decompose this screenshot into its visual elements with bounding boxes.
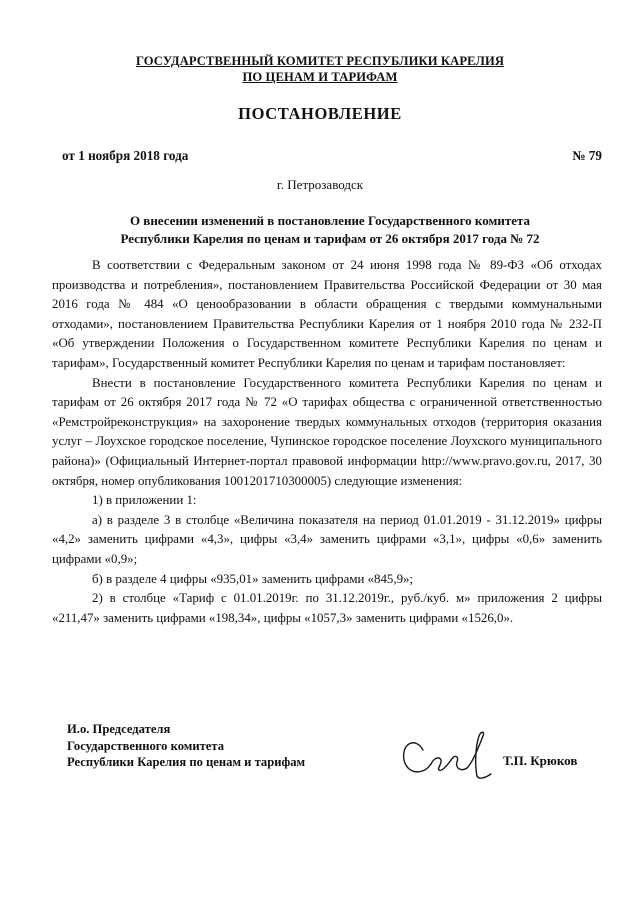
signatory-line-2: Государственного комитета <box>67 738 225 753</box>
document-type-title: ПОСТАНОВЛЕНИЕ <box>238 104 402 123</box>
document-subject <box>100 212 560 248</box>
authority-line-1: ГОСУДАРСТВЕННЫЙ КОМИТЕТ РЕСПУБЛИКИ КАРЕЛИЯ <box>135 54 505 68</box>
signatory-title <box>67 721 305 771</box>
handwritten-signature <box>395 722 495 786</box>
body-paragraph-preamble: В соответствии с Федеральным законом от 24 июня 1998 года № 89-ФЗ «Об отходах производства и потребления», постановлением Правительства Российской Федерации от 30 мая 2016 года № 484 «О ценообразовании в области обращения с твердыми коммунальными отходами», постановлением Правительства Республики Карелия от 1 ноября 2010 года № 232-П «Об утверждении Положения о Государственном комитете Республики Карелия по ценам и тарифам», Государственный комитет Республики Карелия по ценам и тарифам постановляет: <box>52 258 602 370</box>
body-paragraph-item-2: 2) в столбце «Тариф с 01.01.2019г. по 31.12.2019г., руб./куб. м» приложения 2 цифры «211,47» заменить цифрами «198,34», цифры «1057,3» заменить цифрами «1526,0». <box>52 591 602 625</box>
subject-line-1: О внесении изменений в постановление Государственного комитета <box>129 213 531 228</box>
body-paragraph-item-1b: б) в разделе 4 цифры «935,01» заменить цифрами «845,9»; <box>92 571 414 586</box>
authority-line-2: ПО ЦЕНАМ И ТАРИФАМ <box>242 70 398 84</box>
body-paragraph-item-1: 1) в приложении 1: <box>92 493 197 508</box>
document-body <box>52 256 602 628</box>
signatory-line-1: И.о. Председателя <box>67 722 171 736</box>
subject-line-2: Республики Карелия по ценам и тарифам от 26 октября 2017 года № 72 <box>120 231 540 246</box>
signatory-line-3: Республики Карелия по ценам и тарифам <box>67 755 306 769</box>
body-paragraph-item-1a: а) в разделе 3 в столбце «Величина показателя на период 01.01.2019 - 31.12.2019» цифры «4,2» заменить цифрами «4,3», цифры «3,4» заменить цифрами «3,1», цифры «0,6» заменить цифрами «0,9»; <box>52 512 602 566</box>
document-date: от 1 ноября 2018 года <box>62 148 189 163</box>
body-paragraph-resolution: Внести в постановление Государственного комитета Республики Карелия по ценам и тарифам от 26 октября 2017 года № 72 «О тарифах общества с ограниченной ответственностью «Ремстройреконструкция» на захоронение твердых коммунальных отходов (территория оказания услуг – Лоухское городское поселение, Чупинское городское поселение Лоухского муниципального района)» (Официальный Интернет-портал правовой информации http://www.pravo.gov.ru, 2017, 30 октября, номер опубликования 1001201710300005) следующие изменения: <box>52 375 602 488</box>
document-number: № 79 <box>572 148 602 163</box>
issuing-authority <box>60 53 580 85</box>
signatory-name: Т.П. Крюков <box>503 753 578 768</box>
document-city: г. Петрозаводск <box>276 177 364 192</box>
